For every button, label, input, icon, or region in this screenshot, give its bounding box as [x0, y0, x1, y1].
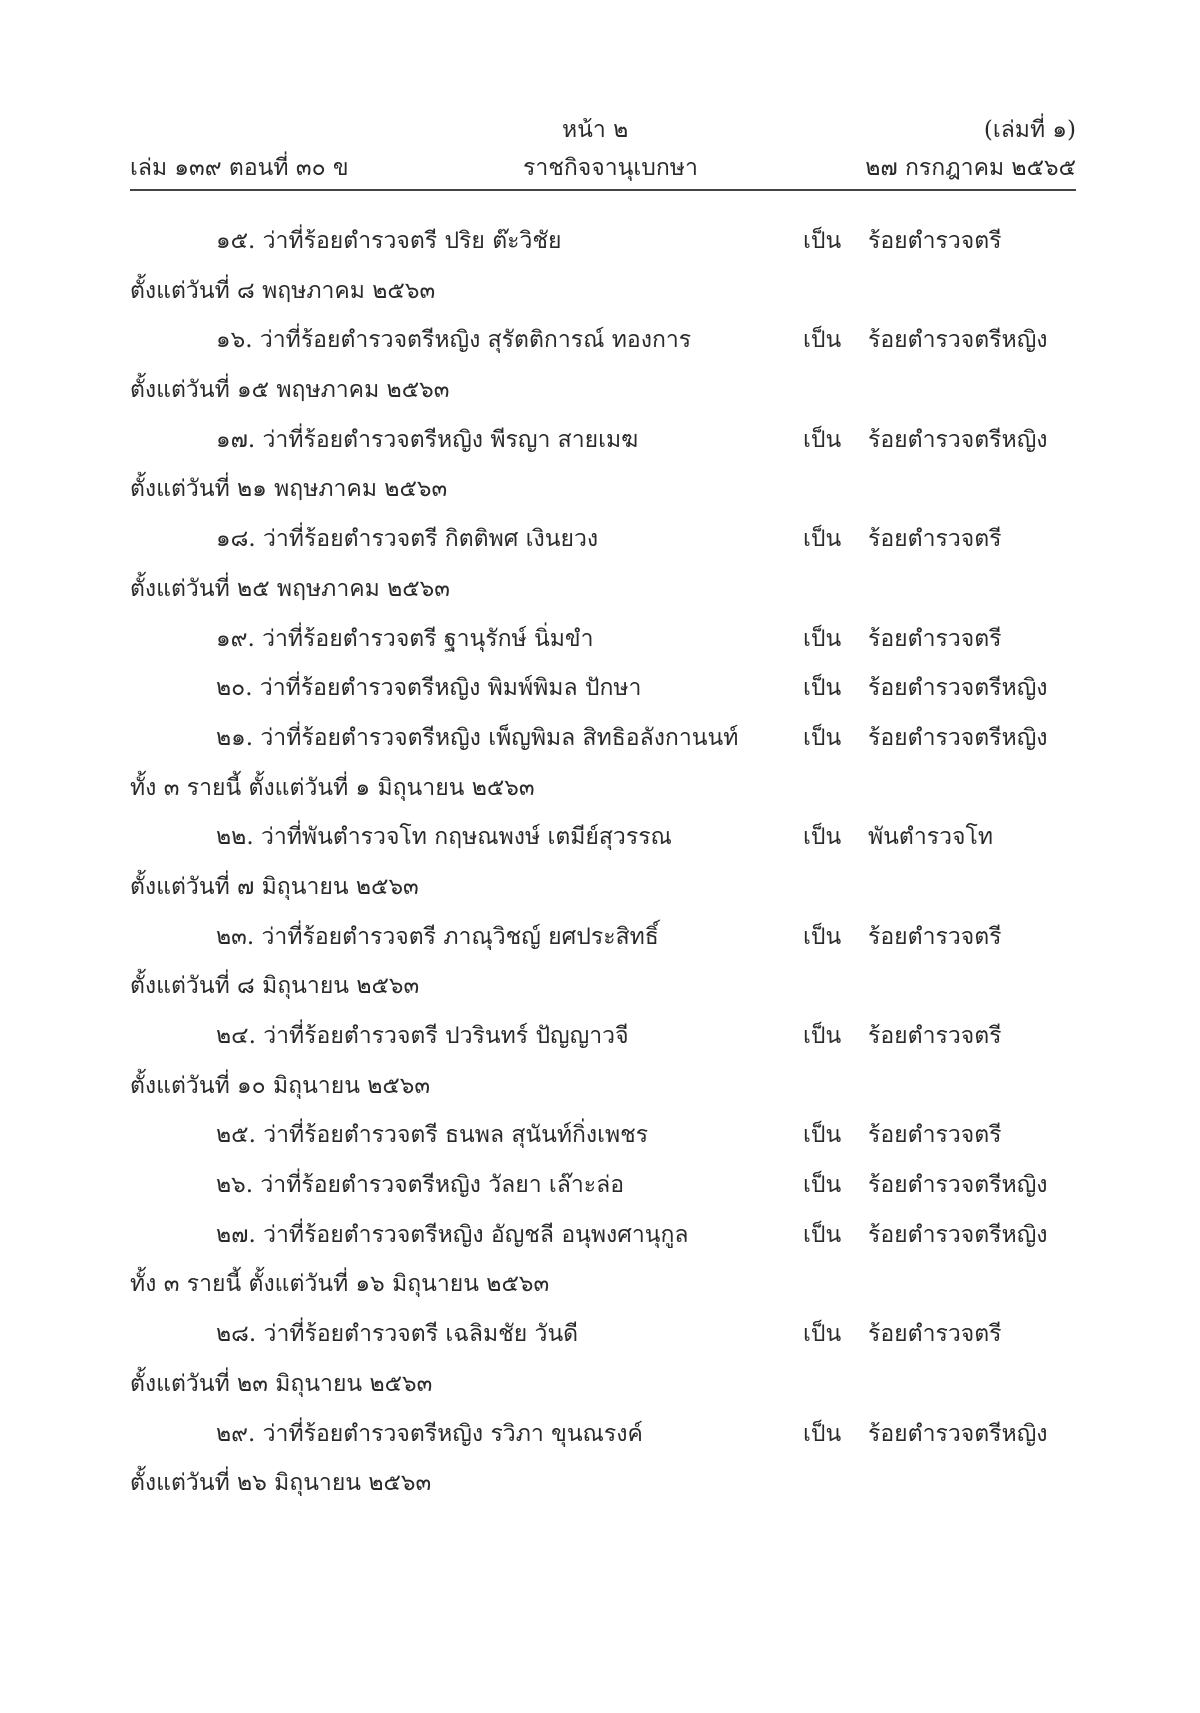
appointment-line [0, 322, 1200, 372]
appointee-text: ๒๑. ว่าที่ร้อยตำรวจตรีหญิง เพ็ญพิมล สิทธิอลังกานนท์ [216, 724, 739, 751]
new-rank: ร้อยตำรวจตรีหญิง [868, 675, 1048, 702]
appointment-line [0, 1316, 1200, 1366]
appointee-text: ๒๕. ว่าที่ร้อยตำรวจตรี ธนพล สุนันท์กิ่งเพชร [216, 1122, 649, 1149]
effective-date-line [0, 471, 1200, 521]
appointee-text: ๑๕. ว่าที่ร้อยตำรวจตรี ปริย ต๊ะวิชัย [216, 228, 562, 254]
appointment-line [0, 1117, 1200, 1167]
publication-date: ๒๗ กรกฎาคม ๒๕๖๕ [865, 155, 1076, 181]
appointment-line [0, 919, 1200, 969]
effective-date-line [0, 1465, 1200, 1515]
new-rank: ร้อยตำรวจตรี [868, 228, 1002, 254]
appointment-line [0, 670, 1200, 720]
pen-word: เป็น [803, 1221, 842, 1248]
effective-date-line [0, 571, 1200, 621]
pen-word: เป็น [803, 228, 842, 254]
appointee-text: ๒๖. ว่าที่ร้อยตำรวจตรีหญิง วัลยา เล๊าะล่อ [216, 1172, 625, 1199]
effective-date-text: ตั้งแต่วันที่ ๑๕ พฤษภาคม ๒๕๖๓ [130, 377, 450, 404]
pen-word: เป็น [803, 923, 842, 950]
new-rank: ร้อยตำรวจตรี [868, 526, 1002, 553]
effective-date-line [0, 1068, 1200, 1118]
pen-word: เป็น [803, 1321, 842, 1348]
pen-word: เป็น [803, 824, 842, 851]
new-rank: ร้อยตำรวจตรีหญิง [868, 327, 1048, 354]
appointment-line [0, 1416, 1200, 1466]
volume-note: (เล่มที่ ๑) [983, 117, 1076, 143]
pen-word: เป็น [803, 1420, 842, 1447]
issue-info: เล่ม ๑๓๙ ตอนที่ ๓๐ ข [130, 155, 349, 181]
pen-word: เป็น [803, 327, 842, 354]
pen-word: เป็น [803, 625, 842, 652]
appointment-line [0, 1167, 1200, 1217]
appointment-line [0, 1217, 1200, 1267]
appointment-line [0, 621, 1200, 671]
header-divider [130, 189, 1076, 191]
appointee-text: ๒๓. ว่าที่ร้อยตำรวจตรี ภาณุวิชญ์ ยศประสิทธิ์ [216, 923, 659, 950]
appointee-text: ๑๗. ว่าที่ร้อยตำรวจตรีหญิง พีรญา สายเมฆ [216, 426, 639, 453]
appointee-text: ๒๙. ว่าที่ร้อยตำรวจตรีหญิง รวิภา ขุนณรงค์ [216, 1420, 643, 1447]
new-rank: ร้อยตำรวจตรีหญิง [868, 1221, 1048, 1248]
effective-date-text: ตั้งแต่วันที่ ๘ พฤษภาคม ๒๕๖๓ [130, 277, 436, 304]
document-body [0, 223, 1200, 1515]
appointment-line [0, 819, 1200, 869]
new-rank: ร้อยตำรวจตรีหญิง [868, 1420, 1048, 1447]
effective-date-text: ทั้ง ๓ รายนี้ ตั้งแต่วันที่ ๑๖ มิถุนายน ๒๕๖๓ [130, 1271, 550, 1298]
appointee-text: ๑๙. ว่าที่ร้อยตำรวจตรี ฐานุรักษ์ นิ่มขำ [216, 625, 594, 652]
effective-date-line [0, 372, 1200, 422]
pen-word: เป็น [803, 1023, 842, 1049]
appointee-text: ๑๘. ว่าที่ร้อยตำรวจตรี กิตติพศ เงินยวง [216, 526, 599, 553]
pen-word: เป็น [803, 1122, 842, 1149]
page-number: หน้า ๒ [562, 117, 629, 143]
appointment-line [0, 720, 1200, 770]
effective-date-line [0, 869, 1200, 919]
new-rank: ร้อยตำรวจตรี [868, 923, 1002, 950]
effective-date-text: ตั้งแต่วันที่ ๒๖ มิถุนายน ๒๕๖๓ [130, 1470, 432, 1497]
appointee-text: ๒๐. ว่าที่ร้อยตำรวจตรีหญิง พิมพ์พิมล ปักษา [216, 675, 642, 702]
effective-date-text: ตั้งแต่วันที่ ๑๐ มิถุนายน ๒๕๖๓ [130, 1072, 431, 1099]
effective-date-line [0, 273, 1200, 323]
pen-word: เป็น [803, 724, 842, 751]
new-rank: ร้อยตำรวจตรี [868, 1321, 1002, 1348]
pen-word: เป็น [803, 426, 842, 453]
appointment-line [0, 1018, 1200, 1068]
new-rank: ร้อยตำรวจตรีหญิง [868, 724, 1048, 751]
effective-date-text: ตั้งแต่วันที่ ๘ มิถุนายน ๒๕๖๓ [130, 973, 420, 1000]
header-bottom-row [130, 150, 1076, 186]
effective-date-line [0, 1366, 1200, 1416]
effective-date-text: ตั้งแต่วันที่ ๒๓ มิถุนายน ๒๕๖๓ [130, 1370, 433, 1397]
appointee-text: ๒๗. ว่าที่ร้อยตำรวจตรีหญิง อัญชลี อนุพงศานุกูล [216, 1221, 689, 1248]
appointee-text: ๒๒. ว่าที่พันตำรวจโท กฤษณพงษ์ เตมีย์สุวรรณ [216, 824, 672, 851]
effective-date-text: ตั้งแต่วันที่ ๒๑ พฤษภาคม ๒๕๖๓ [130, 476, 448, 503]
effective-date-line [0, 770, 1200, 820]
pen-word: เป็น [803, 675, 842, 702]
pen-word: เป็น [803, 526, 842, 553]
appointee-text: ๒๔. ว่าที่ร้อยตำรวจตรี ปวรินทร์ ปัญญาวจี [216, 1023, 629, 1049]
new-rank: ร้อยตำรวจตรี [868, 625, 1002, 652]
appointee-text: ๑๖. ว่าที่ร้อยตำรวจตรีหญิง สุรัตติการณ์ ทองการ [216, 327, 692, 354]
appointment-line [0, 223, 1200, 273]
new-rank: ร้อยตำรวจตรีหญิง [868, 426, 1048, 453]
appointment-line [0, 521, 1200, 571]
new-rank: ร้อยตำรวจตรี [868, 1122, 1002, 1149]
new-rank: พันตำรวจโท [868, 824, 993, 851]
effective-date-text: ทั้ง ๓ รายนี้ ตั้งแต่วันที่ ๑ มิถุนายน ๒๕๖๓ [130, 774, 535, 801]
effective-date-line [0, 1266, 1200, 1316]
effective-date-text: ตั้งแต่วันที่ ๗ มิถุนายน ๒๕๖๓ [130, 873, 419, 900]
effective-date-line [0, 968, 1200, 1018]
new-rank: ร้อยตำรวจตรีหญิง [868, 1172, 1048, 1199]
effective-date-text: ตั้งแต่วันที่ ๒๕ พฤษภาคม ๒๕๖๓ [130, 575, 450, 602]
appointee-text: ๒๘. ว่าที่ร้อยตำรวจตรี เฉลิมชัย วันดี [216, 1321, 579, 1348]
pen-word: เป็น [803, 1172, 842, 1199]
header-top-row [130, 112, 1076, 148]
publication-name: ราชกิจจานุเบกษา [523, 155, 698, 181]
new-rank: ร้อยตำรวจตรี [868, 1023, 1002, 1049]
appointment-line [0, 422, 1200, 472]
